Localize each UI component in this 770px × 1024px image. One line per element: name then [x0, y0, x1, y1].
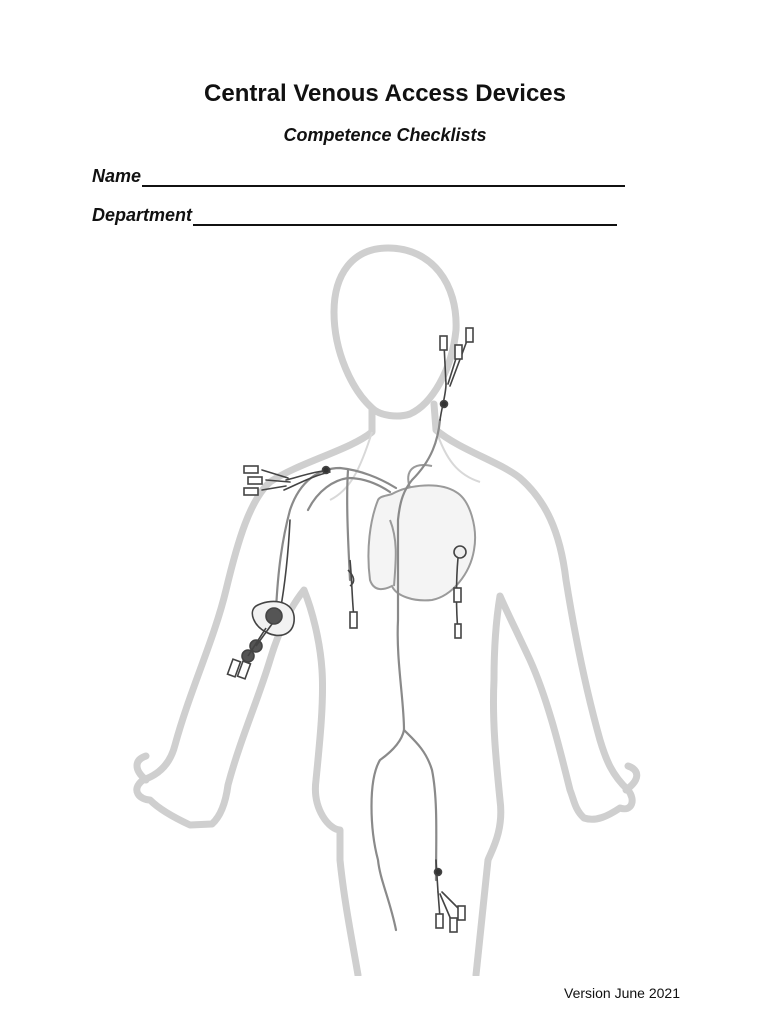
human-body-cvad-illustration-icon: [0, 236, 770, 976]
midline-device-icon: [228, 601, 295, 678]
name-label: Name: [92, 166, 142, 186]
version-footer: Version June 2021: [564, 985, 680, 1001]
department-blank-line[interactable]: [193, 206, 617, 226]
name-field[interactable]: [92, 166, 625, 187]
femoral-catheter-icon: [435, 860, 466, 932]
picc-line-icon: [244, 466, 330, 612]
department-label: Department: [92, 205, 193, 225]
department-field[interactable]: [92, 205, 617, 226]
document-title: Central Venous Access Devices: [204, 80, 566, 107]
name-blank-line[interactable]: [142, 167, 625, 187]
document-subtitle: Competence Checklists: [283, 125, 487, 145]
heart-icon: [368, 465, 475, 600]
body-outline: [137, 248, 637, 975]
